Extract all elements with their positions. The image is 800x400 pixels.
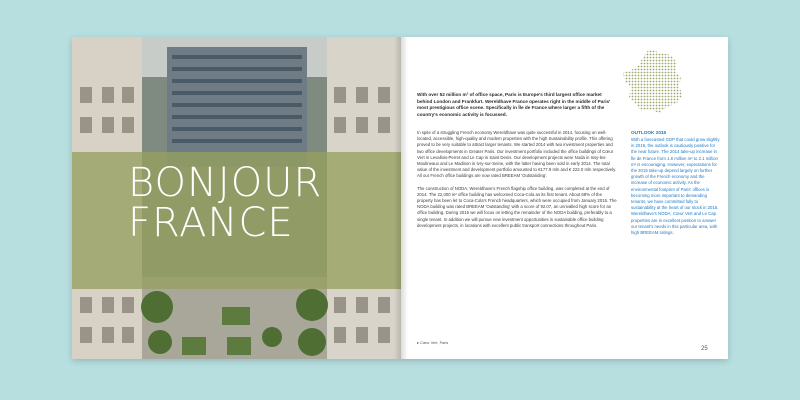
outlook-heading: OUTLOOK 2015 <box>631 130 667 135</box>
body-paragraph-1: In spite of a struggling French economy Wereldhave was quite successful in 2014, focusing on well-located, accessible, high-quality and modern properties with the high Sustainability profile. This offering proved to be very suitable to attract larger tenants. We started 2014 with two investment properties and two office developments in Greater Paris. Our investment portfolio included the office buildings of Cœur Vert in Levallois-Perret and Le Cap in Saint Denis. Our development projects were Noda in Issy-les-Moulineaux and Le Madison in Ivry-sur-Seine, with the latter having been sold in early 2014. The total value of the investment and development portfolio amounted to €177.9 mln and € 222.0 mln respectively. All our French office buildings are now rated BREEAM 'Outstanding'. <box>417 130 617 179</box>
hero-title-line-2: FRANCE <box>128 200 294 246</box>
photo-caption: ▸ Cœur Vert, Paris <box>417 341 449 345</box>
body-text <box>417 130 617 235</box>
brochure-spread <box>72 37 728 359</box>
left-page <box>72 37 401 359</box>
right-page <box>401 37 728 359</box>
page-number: 25 <box>701 346 708 352</box>
photo-caption-text: Cœur Vert, Paris <box>419 341 449 345</box>
hero-title-line-1: BONJOUR <box>128 160 323 206</box>
body-paragraph-2: The construction of NODA, Wereldhave's French flagship office building, was completed at the end of 2014. The 22,000 m² office building has welcomed Coca-Cola as its first tenant. About 68% of the property has been let to Coca-Cola's French headquarters, which were occupied from January 2015. The NODA building was rated BREEAM 'Outstanding' with a score of 92.07, an unrivalled high score for an office building. During 2015 we will focus on letting the remainder of the NODA building, preferably to a single tenant. In addition we will pursue new investment opportunities in sustainable office building development projects, in locations with excellent public transport connections throughout Paris. <box>417 185 617 228</box>
outlook-text: With a forecasted GDP that could grow slightly in 2015, the outlook is cautiously positive for the near future. The 2014 take-up increase in Île de France from 1.8 million m² to 2.1 million m² is encouraging. However, expectations for the 2015 take-up depend largely on further growth of the French economy and the increase of economic activity. As the environmental footprint of Paris' offices is becoming more important to demanding tenants, we have committed fully to sustainability at the heart of our stock in 2015. Wereldhave's NODA, Cœur Vert and Le Cap properties are in excellent position to answer our tenant's needs in this particular area, with high BREEAM ratings. <box>631 137 720 236</box>
france-map-icon <box>619 47 689 115</box>
hero-title <box>128 160 378 246</box>
lede-paragraph: With over 52 million m² of office space, Paris is Europe's third largest office market behind London and Frankfurt. Wereldhave France operates right in the middle of Paris' most prestigious office scene. Specifically in Île de France where larger a fifth of the country's economic activity is focussed. <box>417 92 611 117</box>
